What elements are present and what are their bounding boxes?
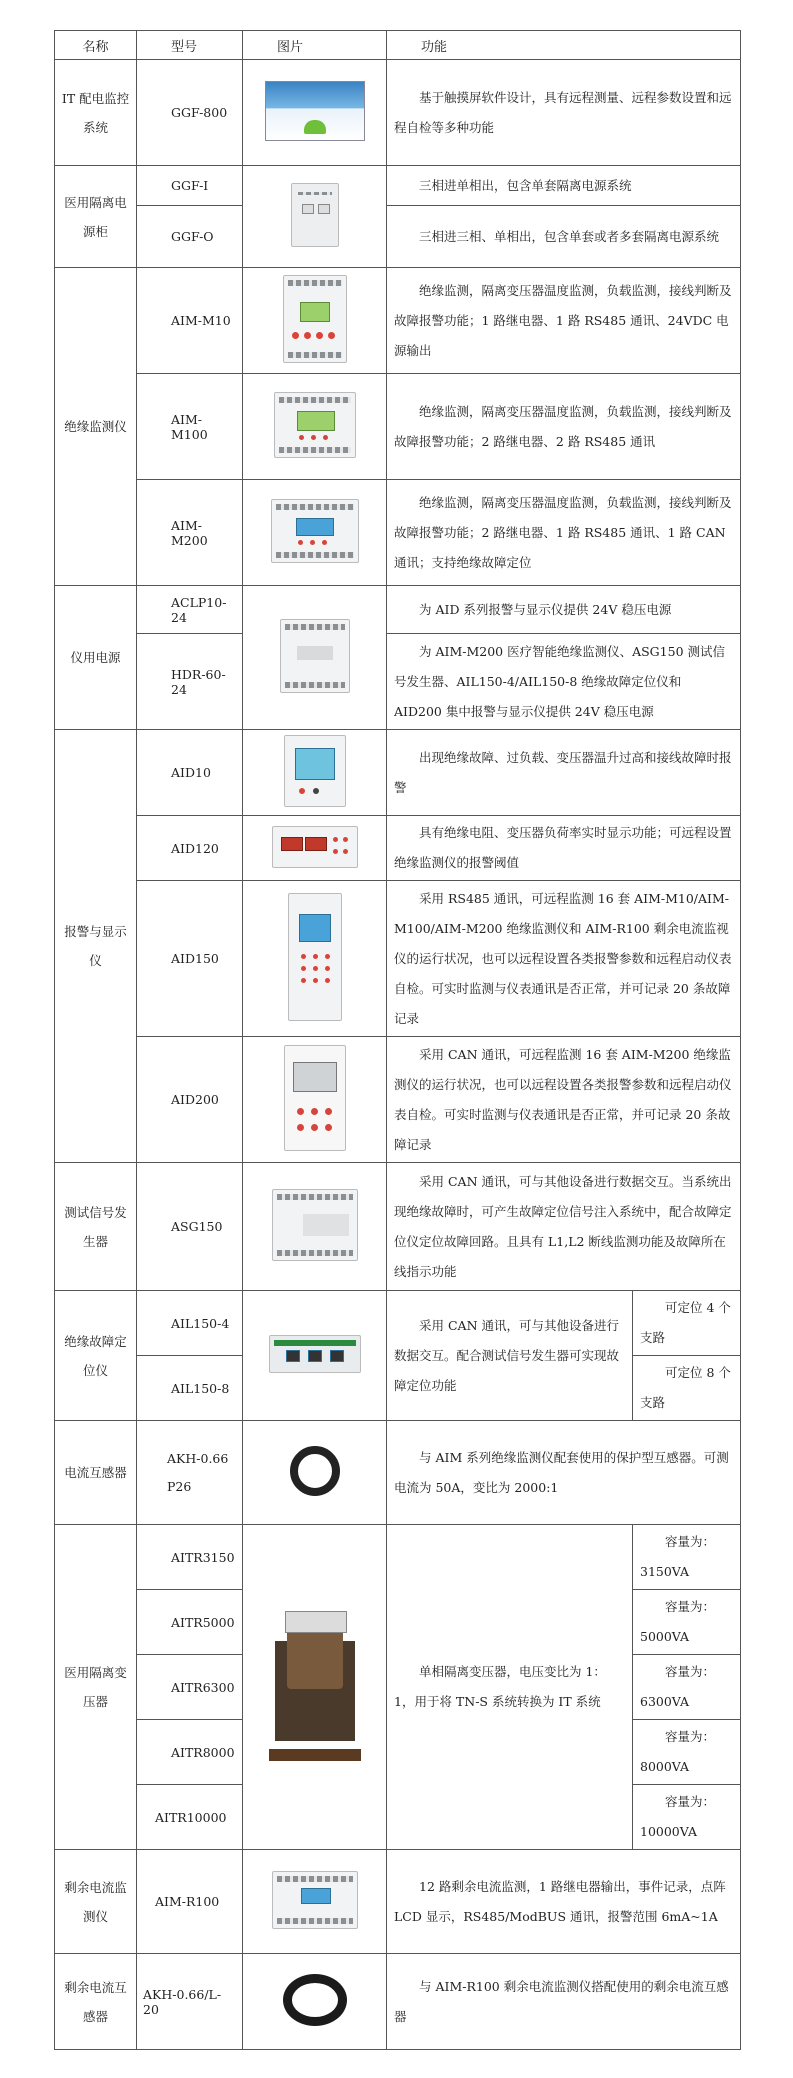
product-name: 绝缘监测仪	[55, 268, 137, 586]
product-image	[243, 374, 387, 480]
product-model: AITR6300	[137, 1655, 243, 1720]
product-sub-spec: 容量为：3150VA	[633, 1525, 741, 1590]
current-transformer-image	[290, 1446, 340, 1496]
aid200-device-image	[284, 1045, 346, 1151]
header-function: 功能	[387, 31, 741, 60]
product-image	[243, 881, 387, 1037]
product-function: 基于触摸屏软件设计，具有远程测量、远程参数设置和远程自检等多种功能	[387, 60, 741, 166]
product-image	[243, 730, 387, 816]
aim-r100-device-image	[272, 1871, 358, 1929]
product-model: AKH-0.66/L-20	[137, 1954, 243, 2050]
product-image	[243, 268, 387, 374]
product-image	[243, 166, 387, 268]
table-row	[55, 730, 741, 816]
product-function: 三相进三相、单相出，包含单套或者多套隔离电源系统	[387, 206, 741, 268]
residual-current-transformer-image	[283, 1974, 347, 2026]
product-image	[243, 1037, 387, 1163]
product-model: AID120	[137, 816, 243, 881]
product-name: 医用隔离电源柜	[55, 166, 137, 268]
product-model: AIM-R100	[137, 1850, 243, 1954]
product-function: 为 AID 系列报警与显示仪提供 24V 稳压电源	[387, 586, 741, 634]
product-model: ASG150	[137, 1163, 243, 1291]
product-image	[243, 1163, 387, 1291]
table-row	[55, 586, 741, 634]
product-image	[243, 1525, 387, 1850]
product-model: AIL150-8	[137, 1356, 243, 1421]
product-image	[243, 586, 387, 730]
product-model: AKH-0.66P26	[137, 1421, 243, 1525]
table-row	[55, 480, 741, 586]
table-row	[55, 206, 741, 268]
product-model: GGF-O	[137, 206, 243, 268]
product-name: 绝缘故障定位仪	[55, 1291, 137, 1421]
product-image	[243, 1850, 387, 1954]
table-row	[55, 166, 741, 206]
product-image	[243, 816, 387, 881]
product-function: 绝缘监测，隔离变压器温度监测，负载监测，接线判断及故障报警功能；2 路继电器、1 路 RS485 通讯、1 路 CAN 通讯；支持绝缘故障定位	[387, 480, 741, 586]
table-row	[55, 1291, 741, 1356]
product-function: 单相隔离变压器，电压变比为 1：1，用于将 TN-S 系统转换为 IT 系统	[387, 1525, 633, 1850]
product-table-wrapper	[54, 30, 740, 2050]
asg150-device-image	[272, 1189, 358, 1261]
table-row	[55, 816, 741, 881]
product-model: ACLP10-24	[137, 586, 243, 634]
product-function: 采用 CAN 通讯，可与其他设备进行数据交互。当系统出现绝缘故障时，可产生故障定位信号注入系统中，配合故障定位仪定位故障回路。且具有 L1,L2 断线监测功能及故障所在线指示功能	[387, 1163, 741, 1291]
product-model: GGF-800	[137, 60, 243, 166]
product-function: 具有绝缘电阻、变压器负荷率实时显示功能；可远程设置绝缘监测仪的报警阈值	[387, 816, 741, 881]
product-image	[243, 1291, 387, 1421]
product-model: AID150	[137, 881, 243, 1037]
product-image	[243, 1421, 387, 1525]
product-function: 绝缘监测，隔离变压器温度监测，负载监测，接线判断及故障报警功能；2 路继电器、2 路 RS485 通讯	[387, 374, 741, 480]
product-sub-spec: 容量为：6300VA	[633, 1655, 741, 1720]
product-function: 采用 CAN 通讯，可与其他设备进行数据交互。配合测试信号发生器可实现故障定位功能	[387, 1291, 633, 1421]
product-name: 仪用电源	[55, 586, 137, 730]
product-model: HDR-60-24	[137, 634, 243, 730]
product-function: 绝缘监测，隔离变压器温度监测，负载监测，接线判断及故障报警功能；1 路继电器、1 路 RS485 通讯、24VDC 电源输出	[387, 268, 741, 374]
table-row	[55, 1525, 741, 1590]
aim-m100-device-image	[274, 392, 356, 458]
table-row	[55, 634, 741, 730]
product-function: 采用 RS485 通讯，可远程监测 16 套 AIM-M10/AIM-M100/AIM-M200 绝缘监测仪和 AIM-R100 剩余电流监视仪的运行状况，也可以远程设置各类报警参数和远程启动仪表自检。可实时监测与仪表通讯是否正常，并可记录 20 条故障记录	[387, 881, 741, 1037]
product-function: 采用 CAN 通讯，可远程监测 16 套 AIM-M200 绝缘监测仪的运行状况，也可以远程设置各类报警参数和远程启动仪表自检。可实时监测与仪表通讯是否正常，并可记录 20 条故障记录	[387, 1037, 741, 1163]
cabinet-image	[291, 183, 339, 247]
product-name: 测试信号发生器	[55, 1163, 137, 1291]
table-row	[55, 1421, 741, 1525]
table-row	[55, 60, 741, 166]
product-sub-spec: 可定位 8 个支路	[633, 1356, 741, 1421]
product-model: AITR5000	[137, 1590, 243, 1655]
header-picture: 图片	[243, 31, 387, 60]
product-function: 与 AIM 系列绝缘监测仪配套使用的保护型互感器。可测电流为 50A，变比为 2000:1	[387, 1421, 741, 1525]
product-sub-spec: 容量为：8000VA	[633, 1720, 741, 1785]
power-supply-image	[280, 619, 350, 693]
product-model: AID200	[137, 1037, 243, 1163]
product-table	[54, 30, 741, 2050]
product-name: 剩余电流互感器	[55, 1954, 137, 2050]
aim-m200-device-image	[271, 499, 359, 563]
product-name: 剩余电流监测仪	[55, 1850, 137, 1954]
product-model: AITR10000	[137, 1785, 243, 1850]
product-function: 为 AIM-M200 医疗智能绝缘监测仪、ASG150 测试信号发生器、AIL150-4/AIL150-8 绝缘故障定位仪和 AID200 集中报警与显示仪提供 24V 稳压电源	[387, 634, 741, 730]
table-row	[55, 374, 741, 480]
table-header-row	[55, 31, 741, 60]
table-row	[55, 881, 741, 1037]
table-row	[55, 1850, 741, 1954]
table-row	[55, 1037, 741, 1163]
header-model: 型号	[137, 31, 243, 60]
product-sub-spec: 可定位 4 个支路	[633, 1291, 741, 1356]
product-function: 12 路剩余电流监测，1 路继电器输出，事件记录，点阵 LCD 显示，RS485/ModBUS 通讯，报警范围 6mA~1A	[387, 1850, 741, 1954]
product-sub-spec: 容量为：10000VA	[633, 1785, 741, 1850]
product-model: AIM-M200	[137, 480, 243, 586]
product-name: 医用隔离变压器	[55, 1525, 137, 1850]
product-image	[243, 1954, 387, 2050]
ail150-device-image	[269, 1335, 361, 1373]
software-screenshot-image	[265, 81, 365, 141]
product-model: AITR8000	[137, 1720, 243, 1785]
product-model: AIL150-4	[137, 1291, 243, 1356]
product-function: 出现绝缘故障、过负载、变压器温升过高和接线故障时报警	[387, 730, 741, 816]
aim-m10-device-image	[283, 275, 347, 363]
table-row	[55, 268, 741, 374]
aid150-device-image	[288, 893, 342, 1021]
product-model: AIM-M10	[137, 268, 243, 374]
product-function: 三相进单相出，包含单套隔离电源系统	[387, 166, 741, 206]
aid10-device-image	[284, 735, 346, 807]
product-model: AIM-M100	[137, 374, 243, 480]
product-sub-spec: 容量为：5000VA	[633, 1590, 741, 1655]
product-name: 电流互感器	[55, 1421, 137, 1525]
table-row	[55, 1163, 741, 1291]
product-image	[243, 480, 387, 586]
product-model: GGF-I	[137, 166, 243, 206]
product-image	[243, 60, 387, 166]
isolation-transformer-image	[269, 1611, 361, 1761]
product-model: AID10	[137, 730, 243, 816]
product-model: AITR3150	[137, 1525, 243, 1590]
product-name: IT 配电监控系统	[55, 60, 137, 166]
table-row	[55, 1954, 741, 2050]
product-function: 与 AIM-R100 剩余电流监测仪搭配使用的剩余电流互感器	[387, 1954, 741, 2050]
aid120-device-image	[272, 826, 358, 868]
product-name: 报警与显示仪	[55, 730, 137, 1163]
header-name: 名称	[55, 31, 137, 60]
